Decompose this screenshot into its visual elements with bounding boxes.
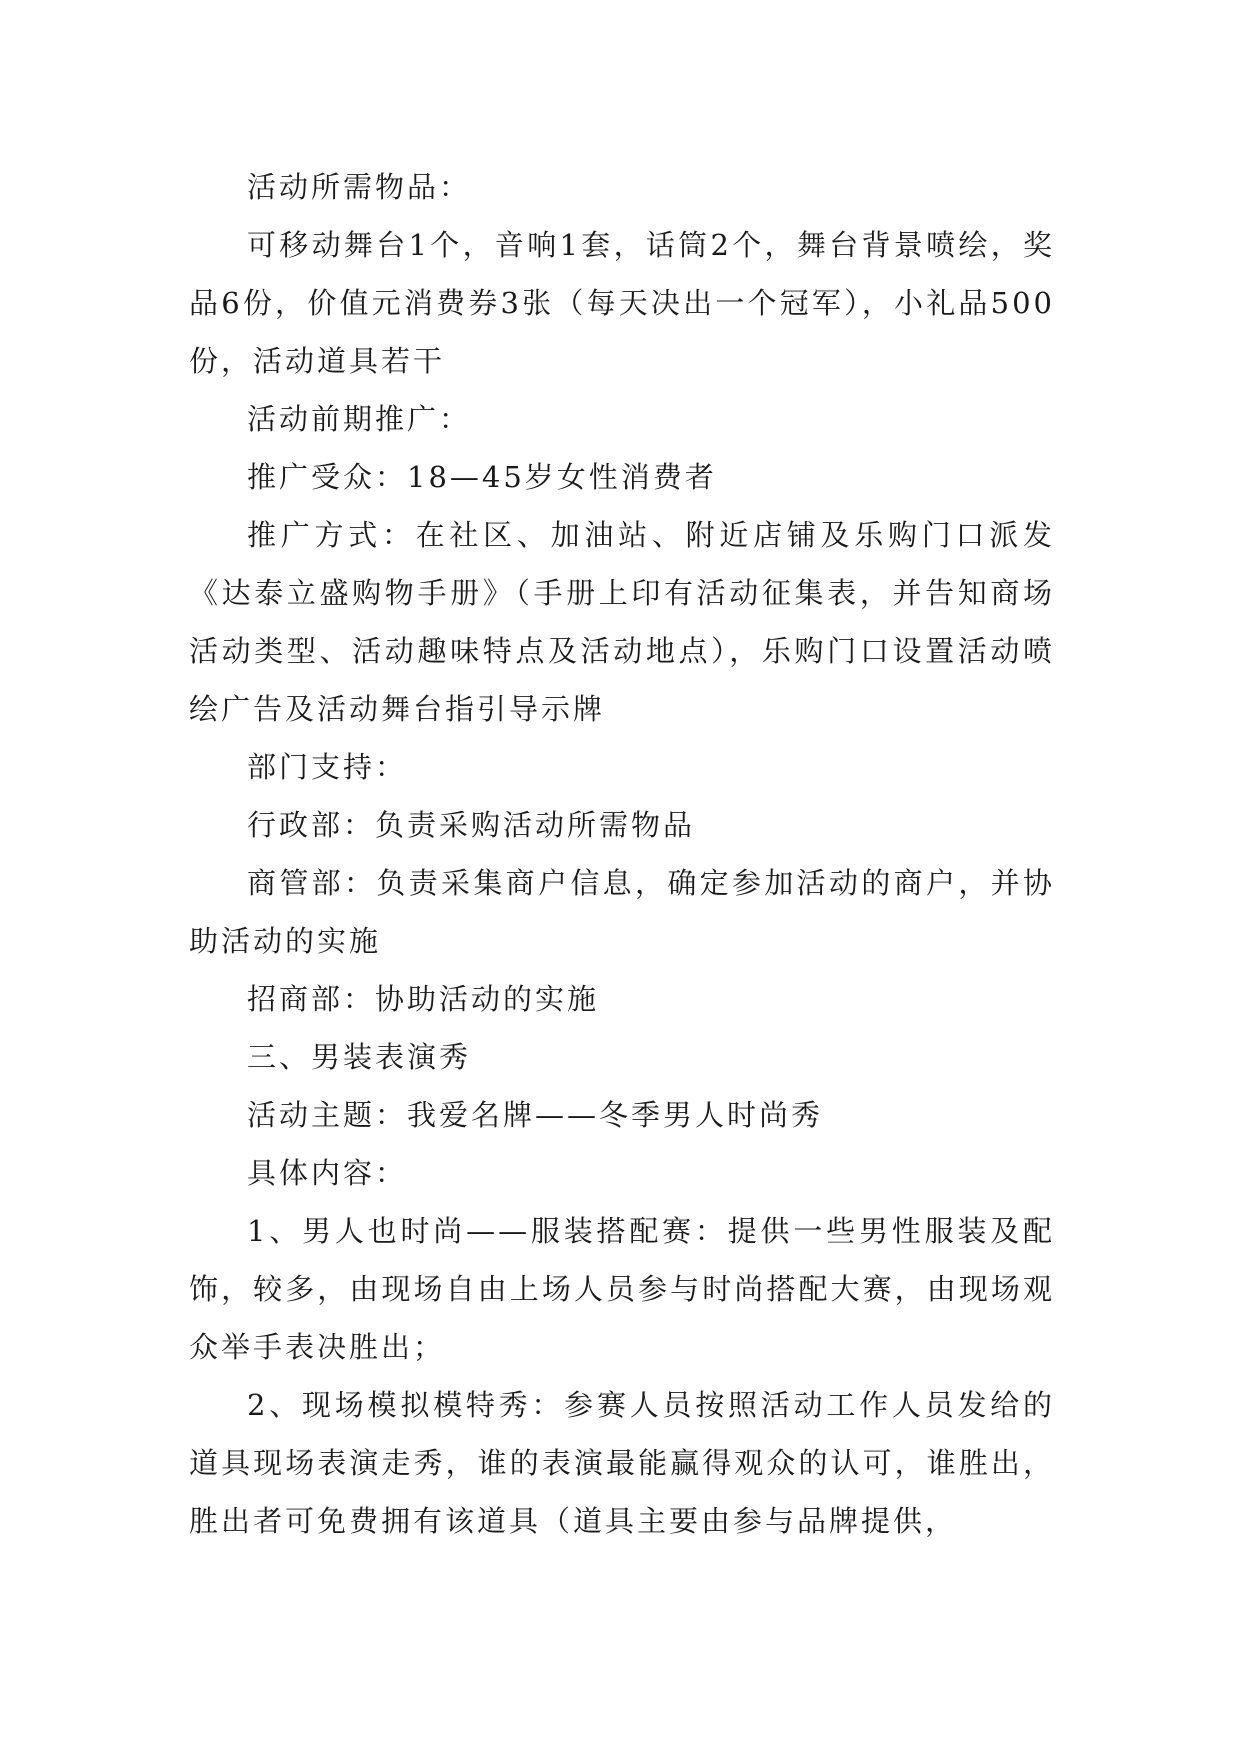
paragraph-commerce-dept: 商管部：负责采集商户信息，确定参加活动的商户，并协助活动的实施: [189, 866, 1055, 958]
document-page: [189, 158, 1055, 1550]
paragraph-item-2: 2、现场模拟模特秀：参赛人员按照活动工作人员发给的道具现场表演走秀，谁的表演最能赢得观众的认可，谁胜出，胜出者可免费拥有该道具（道具主要由参与品牌提供，: [189, 1388, 1055, 1538]
paragraph-admin-dept: 行政部：负责采购活动所需物品: [247, 808, 696, 842]
paragraph-items-needed-list: 可移动舞台1个，音响1套，话筒2个，舞台背景喷绘，奖品6份，价值元消费券3张（每天决出一个冠军），小礼品500份，活动道具若干: [189, 228, 1055, 378]
paragraph-promotion-audience: 推广受众：18—45岁女性消费者: [247, 460, 717, 494]
paragraph-details-heading: 具体内容：: [247, 1156, 408, 1190]
paragraph-department-support-heading: 部门支持：: [247, 750, 408, 784]
paragraph-items-needed-heading: 活动所需物品：: [247, 170, 472, 204]
paragraph-activity-theme: 活动主题：我爱名牌——冬季男人时尚秀: [247, 1098, 824, 1132]
paragraph-promotion-method: 推广方式：在社区、加油站、附近店铺及乐购门口派发《达泰立盛购物手册》（手册上印有活动征集表，并告知商场活动类型、活动趣味特点及活动地点），乐购门口设置活动喷绘广告及活动舞台指引导示牌: [189, 518, 1055, 726]
paragraph-promotion-heading: 活动前期推广：: [247, 402, 472, 436]
section-heading-menswear-show: 三、男装表演秀: [247, 1040, 472, 1074]
paragraph-investment-dept: 招商部：协助活动的实施: [247, 982, 600, 1016]
paragraph-item-1: 1、男人也时尚——服装搭配赛：提供一些男性服装及配饰，较多，由现场自由上场人员参与时尚搭配大赛，由现场观众举手表决胜出；: [189, 1214, 1055, 1364]
